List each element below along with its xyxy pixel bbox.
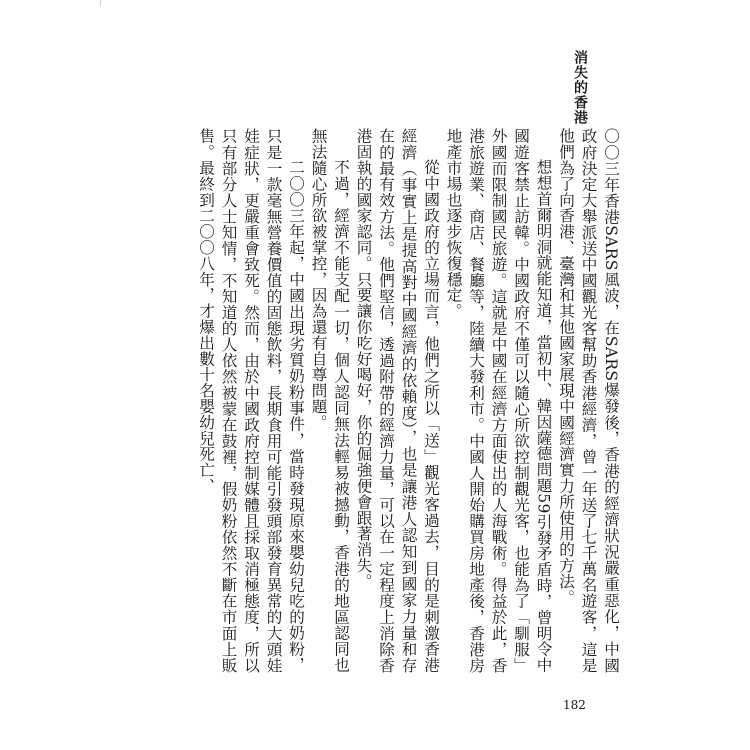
paragraph-4: 不過，經濟不能支配一切，個人認同無法輕易被撼動，香港的地區認同也無法隨心所欲被掌控，因為還有自尊問題。 [309, 128, 350, 673]
running-head-title: 消失的香港 [572, 50, 588, 125]
crop-mark [100, 0, 101, 6]
paragraph-3: 從中國政府的立場而言，他們之所以「送」觀光客過去，目的是刺激香港經濟（事實上是提高對中國經濟的依賴度），也是讓港人認知到國家力量和存在的最有效方法。他們堅信，透過附帶的經濟力量，可以在一定程度上消除香港固執的國家認同。只要讓你吃好喝好，你的倔強便會跟著消失。 [354, 128, 440, 673]
body-text [152, 128, 622, 673]
paragraph-1: 〇〇三年香港SARS風波，在SARS爆發後，香港的經濟狀況嚴重惡化，中國政府決定大舉派送中國觀光客幫助香港經濟，曾一年送了七千萬名遊客，這是他們為了向香港、臺灣和其他國家展現中國經濟實力所使用的方法。 [557, 128, 620, 673]
page-number: 182 [563, 698, 586, 712]
paragraph-2: 想想首爾明洞就能知道，當初中、韓因薩德問題59引發矛盾時，曾明令中國遊客禁止訪韓。中國政府不僅可以隨心所欲控制觀光客，也能為了「馴服」外國而限制國民旅遊。這就是中國在經濟方面使出的人海戰術。得益於此，香港旅遊業、商店、餐廳等，陸續大發利市。中國人開始購買房地產後，香港房地產市場也逐步恢復穩定。 [444, 128, 553, 673]
paragraph-5: 二〇〇三年起，中國出現劣質奶粉事件，當時發現原來嬰幼兒吃的奶粉，只是一款毫無營養價值的固態飲料，長期食用可能引發頭部發育異常的大頭娃娃症狀，更嚴重會致死。然而，由於中國政府控制媒體且採取消極態度，所以只有部分人士知情，不知道的人依然被蒙在鼓裡，假奶粉依然不斷在市面上販售。最終到二〇〇八年，才爆出數十名嬰幼兒死亡、 [197, 128, 305, 673]
